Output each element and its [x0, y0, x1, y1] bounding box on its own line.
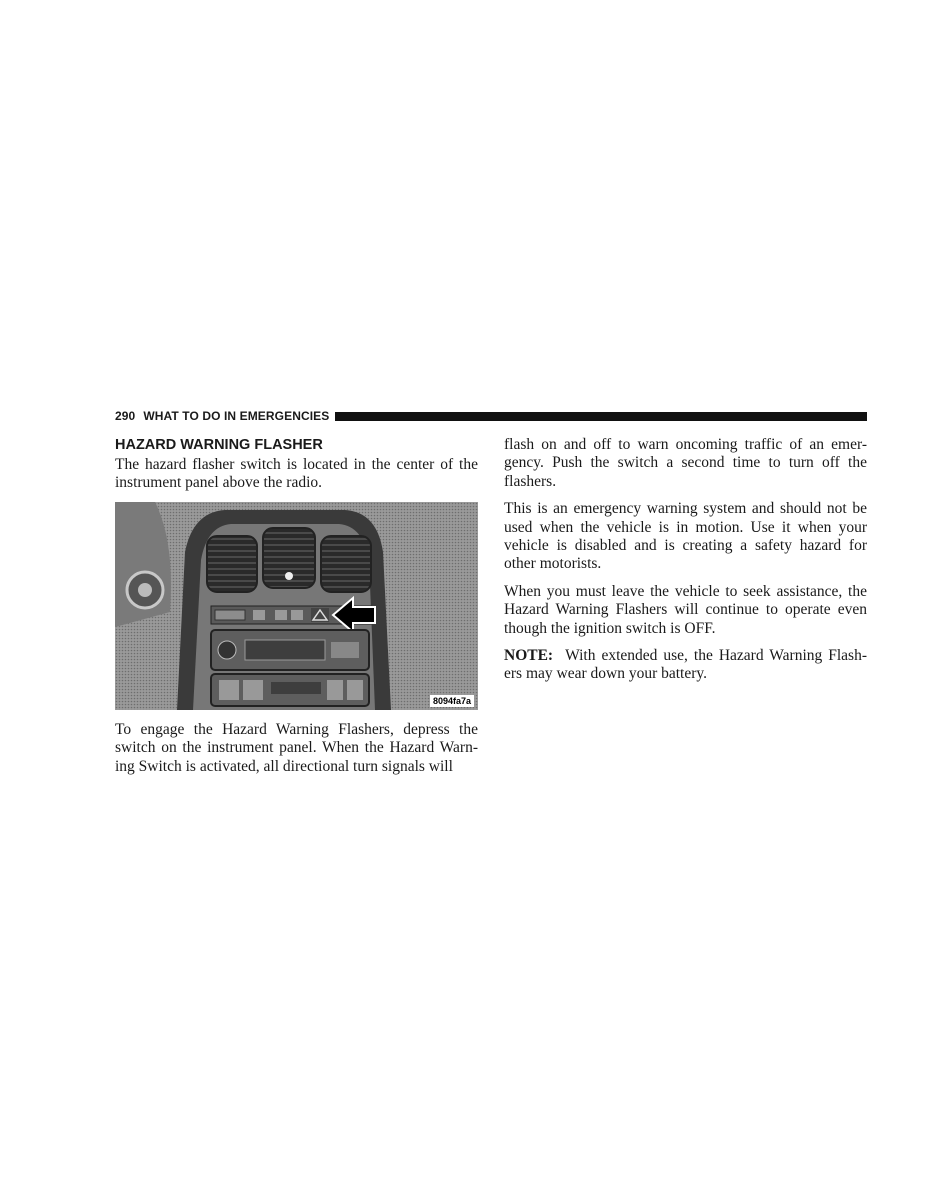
ignition-paragraph: When you must leave the vehicle to seek assistance, the Hazard Warning Flashers will continue to operate even though the ignition switch is OFF. — [504, 582, 867, 637]
note-label: NOTE: — [504, 647, 554, 665]
left-column — [115, 436, 478, 785]
dashboard-illustration — [115, 502, 478, 710]
intro-paragraph: The hazard flasher switch is located in the center of the instrument panel above the radio. — [115, 456, 478, 492]
note-text: With extended use, the Hazard Warning Flash-ers may wear down your battery. — [504, 647, 867, 683]
engage-paragraph: To engage the Hazard Warning Flashers, depress the switch on the instrument panel. When the Hazard Warn-ing Switch is activated, all directional turn signals will — [115, 720, 478, 775]
page-header — [115, 408, 867, 424]
note-paragraph — [504, 647, 867, 684]
page-number: 290 — [115, 409, 136, 423]
dashboard-photo — [115, 502, 478, 710]
section-heading: HAZARD WARNING FLASHER — [115, 437, 323, 453]
header-rule — [335, 412, 867, 421]
warning-paragraph: This is an emergency warning system and should not be used when the vehicle is in motion. Use it when your vehicle is disabled and is creating a safety hazard for other motorists. — [504, 500, 867, 573]
right-column — [504, 436, 867, 693]
figure-code: 8094fa7a — [430, 695, 474, 707]
flash-paragraph: flash on and off to warn oncoming traffic of an emer-gency. Push the switch a second time to turn off the flashers. — [504, 436, 867, 490]
hazard-warning-triangle-icon — [311, 608, 329, 622]
section-title: WHAT TO DO IN EMERGENCIES — [143, 409, 330, 423]
